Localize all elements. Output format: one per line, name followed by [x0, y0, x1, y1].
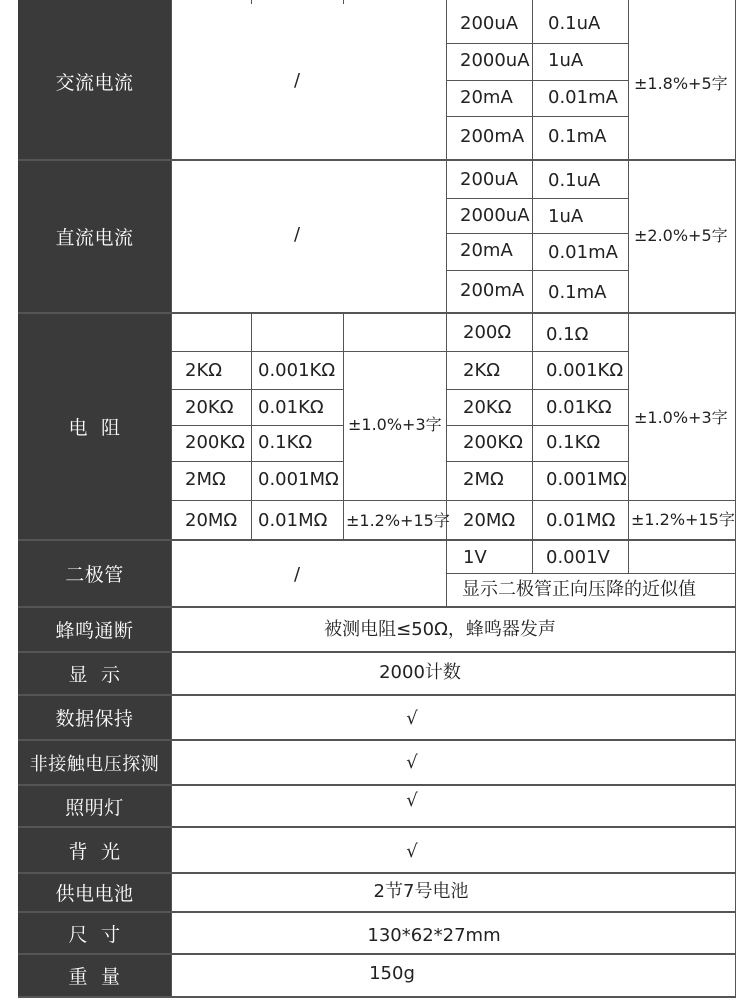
- cell-border: [343, 314, 344, 539]
- res-left-resolution-3: 0.1KΩ: [258, 432, 313, 453]
- cell-border: [446, 389, 629, 390]
- label-battery: 供电电池: [18, 874, 171, 911]
- res-right-resolution-6: 0.01MΩ: [546, 510, 616, 531]
- cell-border: [446, 425, 629, 426]
- cell-border: [343, 0, 344, 4]
- row-divider: [18, 606, 736, 608]
- res-right-resolution-5: 0.001MΩ: [546, 469, 627, 490]
- diode-note: 显示二极管正向压降的近似值: [462, 579, 696, 600]
- cell-border: [171, 425, 344, 426]
- cell-border: [446, 573, 736, 574]
- diode-resolution: 0.001V: [546, 547, 610, 568]
- res-right-range-3: 20KΩ: [463, 397, 512, 418]
- res-left-range-1: 2KΩ: [185, 360, 223, 381]
- cell-border: [532, 4, 533, 159]
- dc-resolution-3: 0.01mA: [548, 242, 618, 263]
- dc-resolution-1: 0.1uA: [548, 170, 601, 191]
- ac-resolution-3: 0.01mA: [548, 87, 618, 108]
- buzzer-value: 被测电阻≤50Ω，蜂鸣器发声: [324, 619, 556, 640]
- cell-border: [251, 0, 252, 4]
- label-dc-current: 直流电流: [18, 161, 171, 312]
- dc-not-applicable: /: [293, 224, 301, 245]
- res-right-range-6: 20MΩ: [463, 510, 516, 531]
- ncv-check: √: [406, 752, 418, 773]
- cell-border: [446, 43, 629, 44]
- res-left-resolution-4: 0.001MΩ: [258, 469, 339, 490]
- res-right-range-1: 200Ω: [463, 322, 512, 343]
- ac-range-3: 20mA: [460, 87, 513, 108]
- ac-resolution-1: 0.1uA: [548, 13, 601, 34]
- res-right-range-2: 2KΩ: [463, 360, 501, 381]
- cell-border: [446, 500, 736, 501]
- backlight-check: √: [406, 841, 418, 862]
- row-divider: [18, 911, 736, 913]
- res-right-resolution-3: 0.01KΩ: [546, 397, 612, 418]
- diode-not-applicable: /: [293, 564, 301, 585]
- cell-border: [446, 4, 447, 159]
- size-value: 130*62*27mm: [367, 925, 501, 946]
- dc-resolution-2: 1uA: [548, 206, 584, 227]
- dc-range-4: 200mA: [460, 280, 525, 301]
- cell-border: [171, 351, 344, 352]
- cell-border: [532, 314, 533, 539]
- ac-resolution-4: 0.1mA: [548, 126, 607, 147]
- cell-border: [628, 4, 629, 159]
- label-data-hold: 数据保持: [18, 696, 171, 739]
- weight-value: 150g: [369, 963, 415, 984]
- label-buzzer: 蜂鸣通断: [18, 608, 171, 651]
- ac-not-applicable: /: [293, 70, 301, 91]
- label-weight: 重 量: [18, 955, 171, 996]
- cell-border: [171, 461, 344, 462]
- ac-resolution-2: 1uA: [548, 50, 584, 71]
- flashlight-check: √: [406, 790, 418, 811]
- res-left-resolution-1: 0.001KΩ: [258, 360, 336, 381]
- cell-border: [446, 116, 629, 117]
- res-left-resolution-2: 0.01KΩ: [258, 397, 324, 418]
- ac-accuracy: ±1.8%+5字: [634, 74, 728, 93]
- row-divider: [18, 651, 736, 653]
- label-ncv: 非接触电压探测: [18, 741, 171, 784]
- row-divider: [18, 694, 736, 696]
- diode-range: 1V: [463, 547, 487, 568]
- res-left-range-5: 20MΩ: [185, 510, 238, 531]
- cell-border: [628, 161, 629, 312]
- cell-border: [446, 161, 447, 312]
- label-ac-current: 交流电流: [18, 4, 171, 159]
- row-divider: [18, 739, 736, 741]
- cell-border: [446, 270, 629, 271]
- cell-border: [446, 80, 629, 81]
- label-backlight: 背 光: [18, 828, 171, 872]
- cell-border: [532, 161, 533, 312]
- cell-border: [446, 198, 629, 199]
- res-right-resolution-4: 0.1KΩ: [546, 432, 601, 453]
- row-divider: [18, 953, 736, 955]
- res-left-range-2: 20KΩ: [185, 397, 234, 418]
- dc-range-2: 2000uA: [460, 205, 530, 226]
- label-resistance: 电 阻: [18, 314, 171, 539]
- cell-border: [343, 351, 447, 352]
- cell-border: [628, 541, 629, 573]
- res-left-resolution-5: 0.01MΩ: [258, 510, 328, 531]
- label-diode: 二极管: [18, 541, 171, 606]
- res-right-resolution-1: 0.1Ω: [546, 324, 589, 345]
- ac-range-1: 200uA: [460, 13, 519, 34]
- res-left-accuracy: ±1.0%+3字: [348, 415, 442, 434]
- res-right-accuracy: ±1.0%+3字: [634, 408, 728, 427]
- row-divider: [18, 784, 736, 786]
- table-border: [735, 0, 736, 998]
- table-border: [171, 0, 172, 998]
- dc-range-3: 20mA: [460, 240, 513, 261]
- cell-border: [446, 461, 629, 462]
- battery-value: 2节7号电池: [373, 881, 469, 902]
- display-value: 2000计数: [379, 662, 461, 683]
- row-divider: [18, 872, 736, 874]
- row-divider: [18, 996, 736, 998]
- ac-range-2: 2000uA: [460, 50, 530, 71]
- cell-border: [446, 314, 447, 539]
- ac-range-4: 200mA: [460, 126, 525, 147]
- cell-border: [628, 314, 629, 539]
- cell-border: [171, 389, 344, 390]
- res-right-resolution-2: 0.001KΩ: [546, 360, 624, 381]
- cell-border: [251, 314, 252, 539]
- dc-range-1: 200uA: [460, 169, 519, 190]
- dc-resolution-4: 0.1mA: [548, 282, 607, 303]
- res-right-range-5: 2MΩ: [463, 469, 504, 490]
- cell-border: [446, 351, 629, 352]
- res-left-accuracy-last: ±1.2%+15字: [346, 511, 450, 530]
- res-right-range-4: 200KΩ: [463, 432, 523, 453]
- label-size: 尺 寸: [18, 913, 171, 953]
- label-flashlight: 照明灯: [18, 786, 171, 826]
- cell-border: [532, 541, 533, 573]
- data-hold-check: √: [406, 708, 418, 729]
- cell-border: [171, 500, 447, 501]
- dc-accuracy: ±2.0%+5字: [634, 226, 728, 245]
- res-left-range-3: 200KΩ: [185, 432, 245, 453]
- cell-border: [446, 233, 629, 234]
- res-left-range-4: 2MΩ: [185, 469, 226, 490]
- label-display: 显 示: [18, 653, 171, 694]
- row-divider: [18, 826, 736, 828]
- res-right-accuracy-last: ±1.2%+15字: [631, 510, 735, 529]
